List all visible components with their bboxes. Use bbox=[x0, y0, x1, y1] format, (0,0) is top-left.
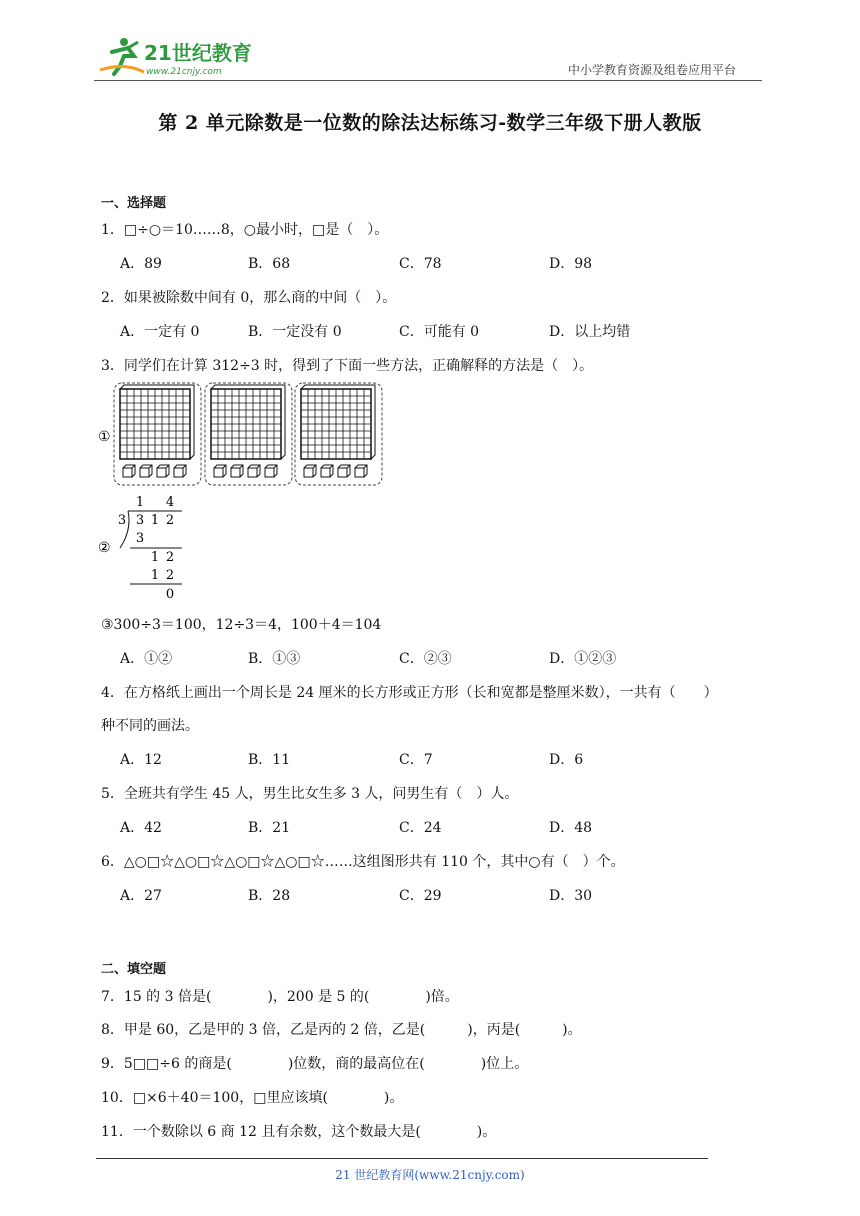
question-9: 9．5□□÷6 的商是( )位数，商的最高位在( )位上。 bbox=[101, 1056, 529, 1072]
step-2-digit-1: 1 bbox=[150, 550, 160, 565]
question-5: 5．全班共有学生 45 人，男生比女生多 3 人，问男生有（ ）人。 bbox=[101, 786, 519, 802]
q2-option-a: A．一定有 0 bbox=[120, 324, 200, 340]
q3-option-b: B．①③ bbox=[248, 651, 301, 667]
question-7: 7．15 的 3 倍是( )，200 是 5 的( )倍。 bbox=[101, 989, 459, 1005]
q4-option-d: D．6 bbox=[549, 752, 584, 768]
quotient-digit-1: 1 bbox=[135, 495, 145, 510]
unit-cube bbox=[265, 465, 277, 477]
question-4-continued: 种不同的画法。 bbox=[101, 718, 199, 734]
unit-cube bbox=[355, 465, 367, 477]
unit-cube bbox=[304, 465, 316, 477]
q1-option-c: C．78 bbox=[399, 256, 442, 272]
footer-divider bbox=[96, 1158, 708, 1159]
unit-cube bbox=[248, 465, 260, 477]
section-heading-choice: 一、选择题 bbox=[101, 196, 167, 211]
q1-option-d: D．98 bbox=[549, 256, 593, 272]
remainder: 0 bbox=[165, 587, 175, 602]
site-logo bbox=[94, 34, 264, 78]
hundred-blocks-group bbox=[114, 383, 382, 485]
question-8: 8．甲是 60，乙是甲的 3 倍，乙是丙的 2 倍，乙是( )，丙是( )。 bbox=[101, 1022, 582, 1038]
method-3: ③300÷3＝100，12÷3＝4，100＋4＝104 bbox=[101, 617, 382, 633]
figure-2-label: ② bbox=[98, 540, 111, 556]
runner-icon bbox=[100, 38, 144, 74]
question-3: 3．同学们在计算 312÷3 时，得到了下面一些方法，正确解释的方法是（ ）。 bbox=[101, 358, 594, 374]
q5-option-d: D．48 bbox=[549, 820, 593, 836]
unit-cube bbox=[321, 465, 333, 477]
logo-text: 21世纪教育 bbox=[144, 41, 252, 65]
q3-option-c: C．②③ bbox=[399, 651, 452, 667]
question-4: 4．在方格纸上画出一个周长是 24 厘米的长方形或正方形（长和宽都是整厘米数），一共有（ ） bbox=[101, 685, 718, 701]
long-division-figure bbox=[98, 492, 218, 602]
step-3-digit-1: 1 bbox=[150, 568, 160, 583]
q3-option-a: A．①② bbox=[120, 651, 173, 667]
q5-option-c: C．24 bbox=[399, 820, 442, 836]
unit-cube bbox=[214, 465, 226, 477]
q5-option-b: B．21 bbox=[248, 820, 291, 836]
question-1: 1．□÷○＝10……8，○最小时，□是（ ）。 bbox=[101, 222, 389, 238]
step-3-digit-2: 2 bbox=[165, 568, 175, 583]
q2-option-d: D．以上均错 bbox=[549, 324, 631, 340]
unit-cube bbox=[140, 465, 152, 477]
q6-option-b: B．28 bbox=[248, 888, 291, 904]
q6-option-c: C．29 bbox=[399, 888, 442, 904]
question-2: 2．如果被除数中间有 0，那么商的中间（ ）。 bbox=[101, 290, 397, 306]
header-divider bbox=[94, 80, 762, 81]
footer-text: 21 世纪教育网(www.21cnjy.com) bbox=[335, 1168, 525, 1182]
q3-option-d: D．①②③ bbox=[549, 651, 617, 667]
question-6: 6．△○□☆△○□☆△○□☆△○□☆……这组图形共有 110 个，其中○有（ ）个。 bbox=[101, 854, 625, 870]
q6-option-a: A．27 bbox=[120, 888, 162, 904]
base-ten-blocks-figure bbox=[98, 380, 398, 490]
q1-option-b: B．68 bbox=[248, 256, 291, 272]
logo-url: www.21cnjy.com bbox=[146, 67, 222, 77]
q6-option-d: D．30 bbox=[549, 888, 593, 904]
dividend-digit-3: 2 bbox=[165, 513, 175, 528]
figure-1-label: ① bbox=[98, 429, 111, 445]
step-2-digit-2: 2 bbox=[165, 550, 175, 565]
q4-option-a: A．12 bbox=[120, 752, 162, 768]
q4-option-b: B．11 bbox=[248, 752, 291, 768]
question-11: 11．一个数除以 6 商 12 且有余数，这个数最大是( )。 bbox=[101, 1124, 497, 1140]
q5-option-a: A．42 bbox=[120, 820, 162, 836]
unit-cube bbox=[174, 465, 186, 477]
dividend-digit-1: 3 bbox=[135, 513, 145, 528]
quotient-digit-2: 4 bbox=[165, 495, 175, 510]
dividend-digit-2: 1 bbox=[150, 513, 160, 528]
unit-cube bbox=[123, 465, 135, 477]
section-heading-fill: 二、填空题 bbox=[101, 962, 167, 977]
divisor: 3 bbox=[117, 513, 127, 528]
unit-cube bbox=[231, 465, 243, 477]
q2-option-b: B．一定没有 0 bbox=[248, 324, 342, 340]
question-10: 10．□×6＋40＝100，□里应该填( )。 bbox=[101, 1090, 404, 1106]
q1-option-a: A．89 bbox=[120, 256, 162, 272]
page-title: 第 2 单元除数是一位数的除法达标练习-数学三年级下册人教版 bbox=[158, 112, 702, 134]
step-1-product: 3 bbox=[135, 531, 145, 546]
q4-option-c: C．7 bbox=[399, 752, 433, 768]
unit-cube bbox=[338, 465, 350, 477]
platform-name: 中小学教育资源及组卷应用平台 bbox=[568, 63, 737, 77]
unit-cube bbox=[157, 465, 169, 477]
q2-option-c: C．可能有 0 bbox=[399, 324, 480, 340]
